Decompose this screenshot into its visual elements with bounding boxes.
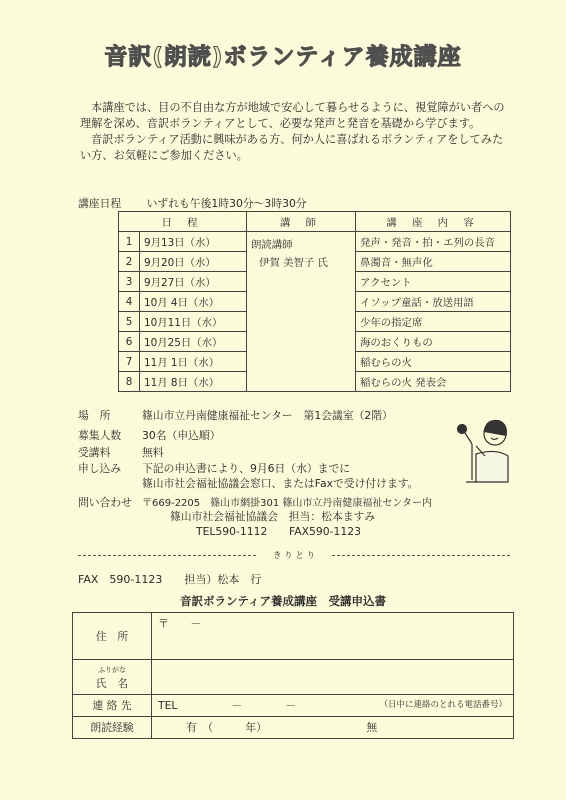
name-label: 氏 名 (95, 677, 129, 690)
experience-yes[interactable]: 有 （ 年） (186, 721, 267, 734)
capacity-value: 30名（申込順） (142, 429, 221, 442)
row-date: 11月 1日（水） (140, 352, 247, 372)
row-date: 10月 4日（水） (140, 292, 247, 312)
row-date: 10月25日（水） (140, 332, 247, 352)
schedule-table (118, 211, 511, 392)
form-row-name (73, 660, 514, 695)
apply-line-1: 下記の申込書により、9月6日（水）までに (142, 462, 351, 475)
fax-line: FAX 590-1123 担当）松本 行 (78, 573, 262, 586)
apply-line-2: 篠山市社会福祉協議会窓口、またはFaxで受け付けます。 (142, 477, 419, 490)
row-number: 6 (119, 332, 140, 352)
row-number: 5 (119, 312, 140, 332)
fee-value: 無料 (142, 446, 164, 459)
cut-label: き り と り (272, 551, 316, 561)
page-title: 音訳(朗読)ボランティア養成講座 (104, 44, 462, 70)
apply-label: 申し込み (78, 462, 122, 475)
row-content: アクセント (356, 272, 511, 292)
cut-line (78, 549, 510, 561)
contact-line-2: 篠山市社会福祉協議会 担当：松本ますみ (170, 510, 376, 523)
contact-line-3: TEL590-1112 FAX590-1123 (196, 525, 361, 538)
row-date: 10月11日（水） (140, 312, 247, 332)
experience-field[interactable] (152, 717, 514, 739)
row-number: 8 (119, 372, 140, 392)
row-content: 発声・発音・拍・エ列の長音 (356, 232, 511, 252)
address-label: 住 所 (73, 613, 152, 660)
cut-dash-left (78, 555, 256, 556)
contact-line-1: 〒669-2205 篠山市網掛301 篠山市立丹南健康福祉センター内 (142, 498, 433, 509)
form-title: 音訳ボランティア養成講座 受講申込書 (179, 594, 387, 608)
intro-text (80, 100, 510, 164)
contact-label: 問い合わせ (78, 496, 132, 509)
form-row-contact (73, 695, 514, 717)
address-field[interactable]: 〒 － (152, 613, 514, 660)
row-number: 3 (119, 272, 140, 292)
row-content: 少年の指定席 (356, 312, 511, 332)
application-form (72, 612, 514, 739)
apply-row (78, 461, 350, 476)
header-content: 講 座 内 容 (356, 212, 511, 232)
table-row (119, 232, 511, 252)
instructor-cell (247, 232, 356, 392)
form-row-experience (73, 717, 514, 739)
furigana-label: ふりがな (98, 666, 126, 674)
row-date: 9月20日（水） (140, 252, 247, 272)
name-field[interactable] (152, 660, 514, 695)
instructor-title: 朗読講師 (251, 239, 293, 251)
row-content: 鼻濁音・無声化 (356, 252, 511, 272)
place-label: 場 所 (78, 409, 111, 422)
schedule-header-row (119, 212, 511, 232)
place-value: 篠山市立丹南健康福祉センター 第1会議室（2階） (142, 409, 393, 422)
intro-line: 理解を深め、音訳ボランティアとして、必要な発声と発音を基礎から学びます。 (80, 117, 481, 130)
row-number: 7 (119, 352, 140, 372)
row-content: イソップ童話・放送用語 (356, 292, 511, 312)
capacity-row (78, 428, 221, 443)
row-number: 4 (119, 292, 140, 312)
form-row-address (73, 613, 514, 660)
schedule-label: 講座日程 (78, 197, 122, 210)
schedule-label-row (78, 196, 307, 211)
row-date: 9月13日（水） (140, 232, 247, 252)
experience-label: 朗読経験 (73, 717, 152, 739)
schedule-time: いずれも午後1時30分～3時30分 (146, 197, 307, 210)
row-content: 稲むらの火 (356, 352, 511, 372)
tel-note: （日中に連絡のとれる電話番号） (379, 700, 507, 710)
row-number: 2 (119, 252, 140, 272)
contact-label: 連 絡 先 (73, 695, 152, 717)
fee-label: 受講料 (78, 446, 111, 459)
fee-row (78, 445, 164, 460)
row-date: 9月27日（水） (140, 272, 247, 292)
name-label-cell (73, 660, 152, 695)
intro-line: い方、お気軽にご参加ください。 (80, 149, 248, 162)
place-row (78, 408, 393, 423)
row-content: 稲むらの火 発表会 (356, 372, 511, 392)
tel-field[interactable] (152, 695, 514, 717)
row-date: 11月 8日（水） (140, 372, 247, 392)
row-content: 海のおくりもの (356, 332, 511, 352)
tel-value: TEL － － (158, 699, 297, 712)
row-number: 1 (119, 232, 140, 252)
intro-line: 本講座では、目の不自由な方が地域で安心して暮らせるように、視覚障がい者への (91, 101, 505, 114)
intro-line: 音訳ボランティア活動に興味がある方、何か人に喜ばれるボランティアをしてみた (91, 133, 504, 146)
cut-dash-right (332, 555, 510, 556)
contact-row (78, 494, 518, 510)
speaker-illustration (448, 412, 520, 488)
header-date: 日 程 (119, 212, 247, 232)
capacity-label: 募集人数 (78, 429, 122, 442)
instructor-name: 伊賀 美智子 氏 (259, 257, 328, 269)
header-instructor: 講 師 (247, 212, 356, 232)
experience-no[interactable]: 無 (366, 721, 378, 734)
